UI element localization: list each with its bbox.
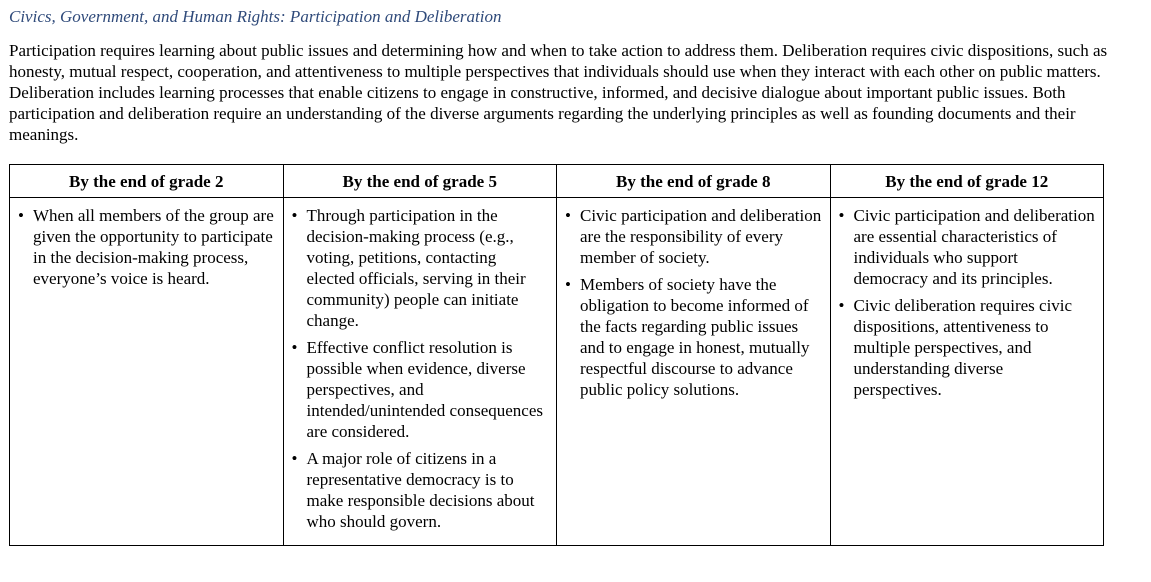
header-grade-12: By the end of grade 12 [830,165,1104,198]
header-grade-8: By the end of grade 8 [557,165,831,198]
header-grade-2: By the end of grade 2 [10,165,284,198]
cell-grade-2 [10,198,284,546]
cell-grade-5 [283,198,557,546]
list-item: • Effective conflict resolution is possible when evidence, diverse perspectives, and intended/unintended consequences are considered. [288,337,549,442]
header-grade-5: By the end of grade 5 [283,165,557,198]
cell-grade-8 [557,198,831,546]
list-item: • Through participation in the decision-making process (e.g., voting, petitions, contacting elected officials, serving in their community) people can initiate change. [288,205,549,331]
cell-grade-12 [830,198,1104,546]
list-item: • When all members of the group are given the opportunity to participate in the decision-making process, everyone’s voice is heard. [14,205,275,289]
header-row [10,165,1104,198]
intro-paragraph: Participation requires learning about public issues and determining how and when to take action to address them. Deliberation requires civic dispositions, such as honesty, mutual respect, cooperation, and attentiveness to multiple perspectives that individuals should use when they interact with each other on public matters. Deliberation includes learning processes that enable citizens to engage in constructive, informed, and decisive dialogue about important public issues. Both participation and deliberation require an understanding of the diverse arguments regarding the underlying principles as well as founding documents and their meanings. [9,41,1108,144]
list-item: • Civic participation and deliberation are the responsibility of every member of society. [561,205,822,268]
section-title: Civics, Government, and Human Rights: Participation and Deliberation [9,7,502,26]
list-item: • A major role of citizens in a representative democracy is to make responsible decisions about who should govern. [288,448,549,532]
list-item: • Civic participation and deliberation are essential characteristics of individuals who support democracy and its principles. [835,205,1096,289]
table-row [10,198,1104,546]
list-item: • Members of society have the obligation to become informed of the facts regarding public issues and to engage in honest, mutually respectful discourse to advance public policy solutions. [561,274,822,400]
grade-standards-table [9,164,1104,546]
list-item: • Civic deliberation requires civic dispositions, attentiveness to multiple perspectives, and understanding diverse perspectives. [835,295,1096,400]
